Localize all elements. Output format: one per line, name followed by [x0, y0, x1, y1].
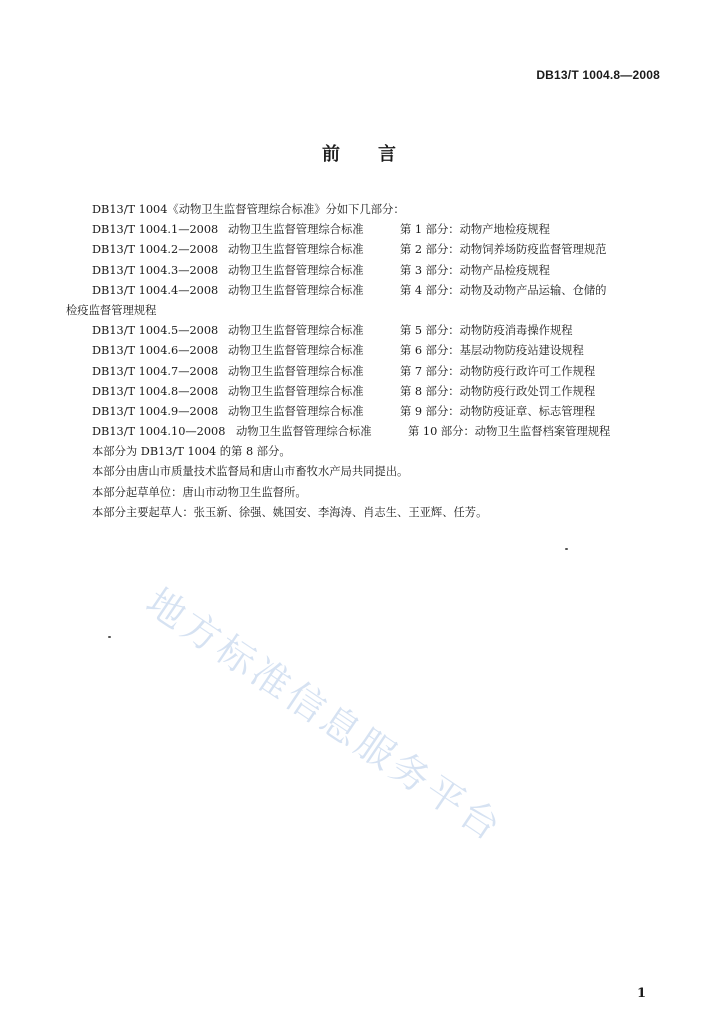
part-title: 动物及动物产品运输、仓储的 — [459, 283, 607, 297]
statement-drafters: 本部分主要起草人：张玉新、徐强、姚国安、李海涛、肖志生、王亚辉、任芳。 — [92, 505, 488, 519]
scan-speck — [565, 548, 568, 550]
part-name: 动物卫生监督管理综合标准 — [228, 344, 364, 358]
part-name: 动物卫生监督管理综合标准 — [228, 384, 364, 398]
part-name: 动物卫生监督管理综合标准 — [228, 364, 364, 378]
part-title: 动物防疫行政许可工作规程 — [459, 364, 596, 378]
part-number: 第 7 部分： — [400, 364, 460, 378]
part-row-3 — [66, 261, 666, 281]
part-code: DB13/T 1004.10—2008 — [92, 425, 226, 439]
part-code: DB13/T 1004.9—2008 — [92, 404, 219, 418]
part-number: 第 10 部分： — [408, 425, 475, 439]
part-row-7 — [66, 362, 666, 382]
intro-line: DB13/T 1004《动物卫生监督管理综合标准》分如下几部分： — [92, 203, 405, 216]
part-title: 动物防疫行政处罚工作规程 — [459, 384, 596, 398]
part-code: DB13/T 1004.2—2008 — [92, 243, 219, 257]
part-name: 动物卫生监督管理综合标准 — [228, 243, 364, 257]
scan-speck — [108, 636, 111, 638]
part-name: 动物卫生监督管理综合标准 — [228, 404, 364, 418]
statement-proposer: 本部分由唐山市质量技术监督局和唐山市畜牧水产局共同提出。 — [92, 465, 409, 479]
part-code: DB13/T 1004.6—2008 — [92, 344, 219, 358]
statement-drafting-unit: 本部分起草单位：唐山市动物卫生监督所。 — [92, 485, 307, 499]
part-name: 动物卫生监督管理综合标准 — [228, 223, 364, 237]
part-code: DB13/T 1004.3—2008 — [92, 263, 219, 277]
part-title: 基层动物防疫站建设规程 — [459, 344, 584, 358]
part-row-9 — [66, 402, 666, 422]
part-number: 第 9 部分： — [400, 404, 460, 418]
part-row-4-continuation: 检疫监督管理规程 — [66, 303, 157, 317]
part-row-8 — [66, 382, 666, 402]
part-row-2 — [66, 240, 666, 260]
part-number: 第 5 部分： — [400, 324, 460, 338]
part-row-6 — [66, 341, 666, 361]
statement-part-number: 本部分为 DB13/T 1004 的第 8 部分。 — [92, 445, 291, 459]
part-row-1 — [66, 220, 666, 240]
part-code: DB13/T 1004.8—2008 — [92, 384, 219, 398]
foreword-body — [66, 200, 666, 523]
foreword-title: 前言 — [322, 144, 434, 165]
part-title: 动物产地检疫规程 — [459, 223, 550, 237]
part-number: 第 6 部分： — [400, 344, 460, 358]
part-number: 第 3 部分： — [400, 263, 460, 277]
part-title: 动物防疫消毒操作规程 — [459, 324, 573, 338]
part-code: DB13/T 1004.1—2008 — [92, 223, 219, 237]
part-number: 第 2 部分： — [400, 243, 460, 257]
part-name: 动物卫生监督管理综合标准 — [228, 283, 364, 297]
part-title: 动物卫生监督档案管理规程 — [474, 425, 611, 439]
part-number: 第 8 部分： — [400, 384, 460, 398]
part-name: 动物卫生监督管理综合标准 — [228, 324, 364, 338]
part-title: 动物防疫证章、标志管理程 — [459, 404, 596, 418]
watermark-text: 地方标准信息服务平台 — [138, 579, 512, 851]
part-name: 动物卫生监督管理综合标准 — [236, 425, 372, 439]
part-row-4 — [66, 281, 666, 301]
page-number: 1 — [636, 986, 646, 1001]
part-title: 动物饲养场防疫监督管理规范 — [459, 243, 607, 257]
part-code: DB13/T 1004.7—2008 — [92, 364, 219, 378]
part-title: 动物产品检疫规程 — [459, 263, 550, 277]
part-row-10 — [66, 422, 666, 442]
part-number: 第 1 部分： — [400, 223, 460, 237]
part-number: 第 4 部分： — [400, 283, 460, 297]
part-name: 动物卫生监督管理综合标准 — [228, 263, 364, 277]
part-code: DB13/T 1004.5—2008 — [92, 324, 219, 338]
part-code: DB13/T 1004.4—2008 — [92, 283, 219, 297]
part-row-5 — [66, 321, 666, 341]
document-code: DB13/T 1004.8—2008 — [536, 68, 660, 82]
